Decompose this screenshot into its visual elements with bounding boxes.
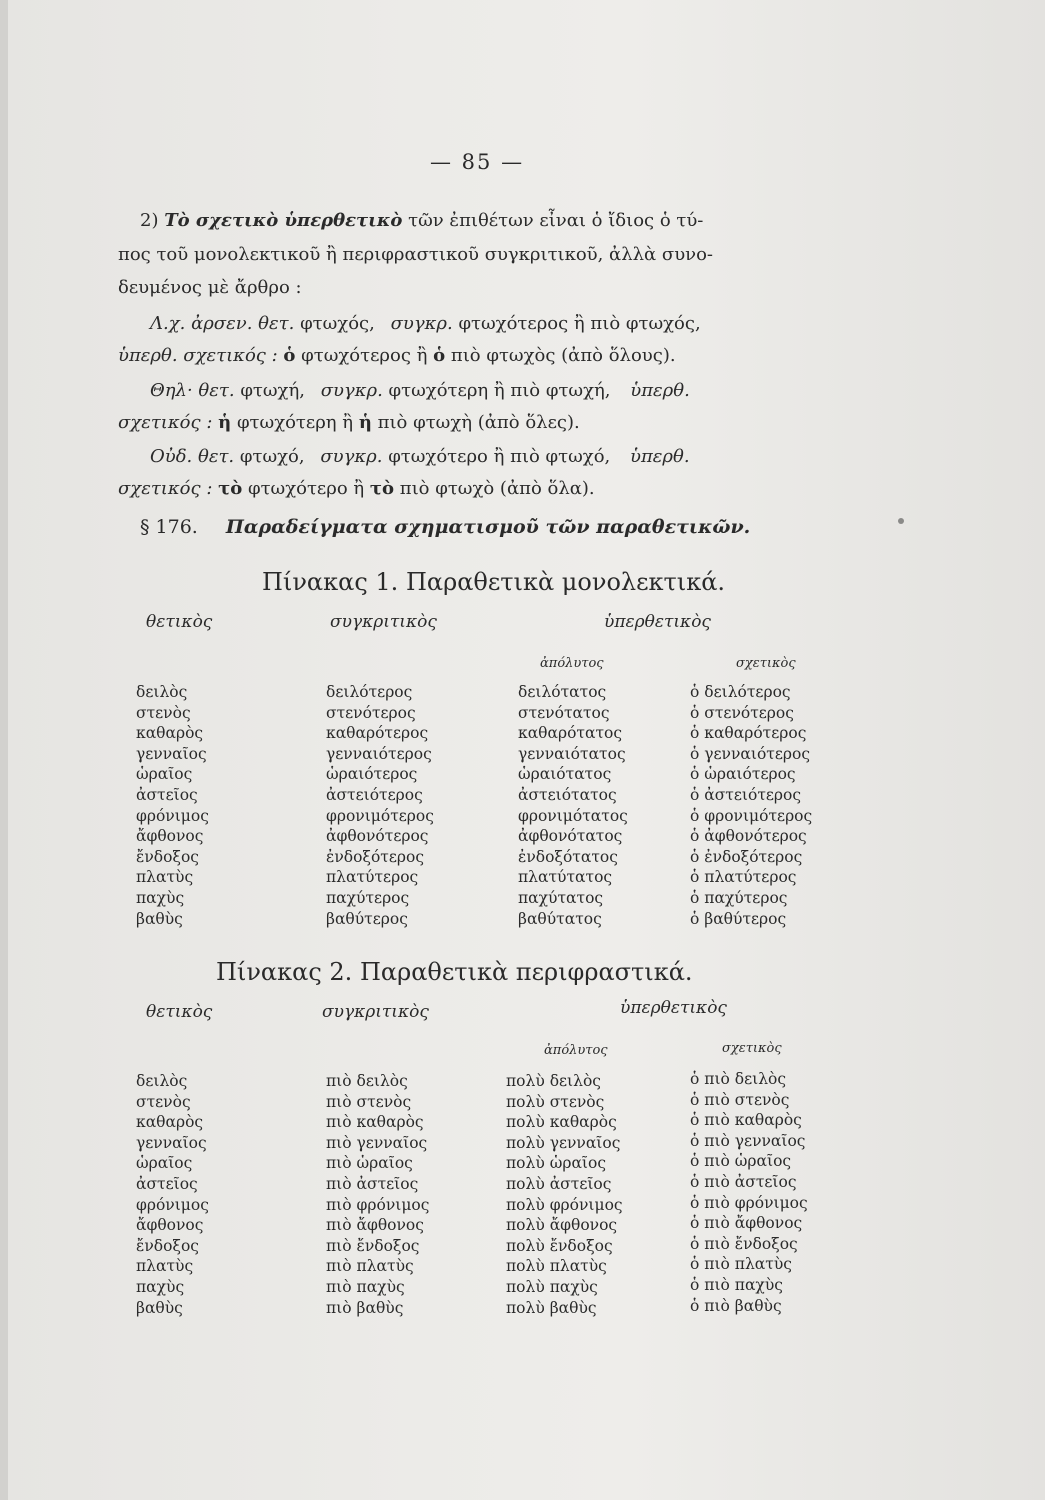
table1-cell: βαθὺς (136, 909, 183, 928)
table2-cell: βαθὺς (136, 1298, 183, 1317)
table1-cell: ἀφθονότερος (326, 827, 429, 846)
example-label: συγκρ. (390, 313, 453, 334)
table2-col-synkritikos (326, 1071, 429, 1318)
table2-cell: πιὸ στενὸς (326, 1092, 412, 1111)
table2-cell: ἔνδοξος (136, 1236, 199, 1255)
example-label: συγκρ. (320, 446, 383, 467)
example-line-2 (118, 345, 676, 366)
table1-cell: γενναῖος (136, 744, 207, 763)
table1-cell: ὁ βαθύτερος (690, 909, 787, 928)
table1-header-thetikos: θετικὸς (146, 612, 213, 632)
example-word: φτωχότερο ἢ (247, 478, 365, 499)
table2-cell: πιὸ πλατὺς (326, 1257, 414, 1276)
table1-cell: καθαρότερος (326, 724, 429, 743)
example-label: ὑπερθ. (630, 446, 690, 467)
page-edge (0, 0, 8, 1500)
table2-cell: δειλὸς (136, 1072, 188, 1090)
table2-cell: πολὺ ὡραῖος (506, 1154, 607, 1173)
table1-col-thetikos (136, 682, 209, 929)
example-word: πιὸ φτωχὴ (ἀπὸ ὅλες). (377, 412, 580, 433)
table2-cell: πολὺ φρόνιμος (506, 1195, 623, 1214)
table1-cell: φρονιμότατος (518, 806, 628, 825)
para-line-1-rest: τῶν ἐπιθέτων εἶναι ὁ ἴδιος ὁ τύ- (408, 210, 704, 231)
table1-cell: ὁ στενότερος (690, 703, 794, 722)
table2-col-thetikos (136, 1071, 209, 1318)
article: ὁ (283, 345, 296, 366)
table1-cell: ὁ φρονιμότερος (690, 806, 813, 825)
example-line-6 (118, 478, 595, 499)
table2-cell: ὁ πιὸ δειλὸς (690, 1070, 787, 1088)
table1-cell: ὡραῖος (136, 765, 193, 784)
article: ἡ (358, 412, 372, 433)
table2-cell: στενὸς (136, 1092, 191, 1111)
table1-cell: φρονιμότερος (326, 806, 434, 825)
table1-cell: καθαρὸς (136, 724, 204, 743)
ink-dot (898, 518, 904, 524)
article: τὸ (369, 478, 395, 499)
table2-cell: ὁ πιὸ παχὺς (690, 1275, 783, 1294)
example-label: ὑπερθ. (630, 380, 690, 401)
section-title: Παραδείγματα σχηματισμοῦ τῶν παραθετικῶν. (225, 516, 751, 538)
table1-header-apolytos: ἀπόλυτος (540, 656, 604, 671)
table1-cell: πλατὺς (136, 868, 194, 887)
table2-cell: πολὺ βαθὺς (506, 1298, 597, 1317)
table2-cell: πολὺ ἔνδοξος (506, 1236, 613, 1255)
table2-cell: πλατὺς (136, 1257, 194, 1276)
table1-cell: παχύτατος (518, 888, 604, 907)
table2-cell: πιὸ ἀστεῖος (326, 1174, 419, 1193)
table2-header-yperthetikos: ὑπερθετικὸς (620, 998, 727, 1018)
table1-cell: πλατύτερος (326, 868, 419, 887)
table2-header-schetikos: σχετικὸς (722, 1041, 782, 1056)
table2-cell: πιὸ γενναῖος (326, 1133, 428, 1152)
table1-header-schetikos: σχετικὸς (736, 656, 796, 671)
table1-cell: παχὺς (136, 888, 185, 907)
example-label: σχετικός : (118, 478, 213, 499)
example-line-4 (118, 412, 580, 433)
table2-cell: πιὸ ὡραῖος (326, 1154, 413, 1173)
table2-cell: πολὺ καθαρὸς (506, 1113, 617, 1132)
table1-cell: ὁ γενναιότερος (690, 744, 811, 763)
table1-cell: ἀστειότερος (326, 785, 423, 804)
table1-cell: ἀστεῖος (136, 785, 198, 804)
example-label: Οὐδ. θετ. (150, 446, 235, 467)
section-heading (140, 516, 750, 538)
table1-cell: καθαρότατος (518, 724, 623, 743)
para-line-3: δευμένος μὲ ἄρθρο : (118, 277, 302, 298)
table1-cell: στενότερος (326, 703, 416, 722)
table1-title: Πίνακας 1. Παραθετικὰ μονολεκτικά. (262, 568, 726, 596)
example-label: συγκρ. (320, 380, 383, 401)
table1-cell: ὡραιότερος (326, 765, 418, 784)
table1-col-schetikos (690, 682, 812, 929)
table2-cell: ὁ πιὸ πλατὺς (690, 1255, 792, 1274)
table2-cell: ὁ πιὸ ἄφθονος (690, 1214, 803, 1233)
table1-cell: δειλὸς (136, 683, 188, 701)
example-line-5 (150, 446, 690, 467)
table2-cell: πολὺ ἄφθονος (506, 1216, 618, 1235)
example-word: φτωχότερος ἢ πιὸ φτωχός, (458, 313, 701, 334)
table2-header-apolytos: ἀπόλυτος (544, 1043, 608, 1058)
example-word: πιὸ φτωχὸς (ἀπὸ ὅλους). (450, 345, 676, 366)
table2-cell: ἀστεῖος (136, 1174, 198, 1193)
table1-cell: ἐνδοξότερος (326, 847, 425, 866)
example-label: ὑπερθ. σχετικός : (118, 345, 278, 366)
table2-header-synkritikos: συγκριτικὸς (322, 1002, 429, 1022)
example-line-1 (150, 313, 701, 334)
example-word: φτωχότερο ἢ πιὸ φτωχό, (388, 446, 611, 467)
table1-cell: φρόνιμος (136, 806, 209, 825)
para-line-2: πος τοῦ μονολεκτικοῦ ἢ περιφραστικοῦ συγκριτικοῦ, ἀλλὰ συνο- (118, 244, 713, 265)
table1-cell: στενὸς (136, 703, 191, 722)
table2-cell: γενναῖος (136, 1133, 207, 1152)
table1-cell: γενναιότερος (326, 744, 432, 763)
table2-cell: πιὸ καθαρὸς (326, 1113, 424, 1132)
article: ὁ (433, 345, 446, 366)
example-label: σχετικός : (118, 412, 213, 433)
para-number: 2) (140, 210, 159, 231)
table2-cell: πολὺ πλατὺς (506, 1257, 607, 1276)
example-label: Λ.χ. ἀρσεν. θετ. (150, 313, 295, 334)
table2-cell: ὁ πιὸ φρόνιμος (690, 1193, 808, 1212)
table1-col-synkritikos (326, 682, 434, 929)
table2-col-schetikos (690, 1069, 808, 1316)
table2-cell: παχὺς (136, 1277, 185, 1296)
table1-cell: δειλότερος (326, 683, 413, 701)
table2-cell: πολὺ παχὺς (506, 1277, 598, 1296)
table2-cell: πιὸ δειλὸς (326, 1072, 408, 1090)
example-word: φτωχό, (239, 446, 305, 467)
table1-cell: ἀφθονότατος (518, 827, 623, 846)
table1-cell: παχύτερος (326, 888, 410, 907)
table1-cell: ὁ ἀφθονότερος (690, 827, 807, 846)
table1-cell: ἐνδοξότατος (518, 847, 618, 866)
section-number: § 176. (140, 516, 198, 538)
table1-cell: βαθύτερος (326, 909, 408, 928)
example-word: φτωχή, (240, 380, 305, 401)
table1-header-synkritikos: συγκριτικὸς (330, 612, 437, 632)
table2-cell: ὁ πιὸ στενὸς (690, 1090, 790, 1109)
table2-cell: πολὺ ἀστεῖος (506, 1174, 612, 1193)
table1-cell: στενότατος (518, 703, 610, 722)
table1-cell: γενναιότατος (518, 744, 626, 763)
table1-cell: ὁ παχύτερος (690, 888, 788, 907)
table2-cell: ὁ πιὸ ὡραῖος (690, 1152, 792, 1171)
table2-cell: πιὸ φρόνιμος (326, 1195, 430, 1214)
table1-cell: βαθύτατος (518, 909, 602, 928)
table1-cell: πλατύτατος (518, 868, 613, 887)
article: τὸ (218, 478, 243, 499)
table2-cell: ὡραῖος (136, 1154, 193, 1173)
table2-cell: πιὸ ἄφθονος (326, 1216, 424, 1235)
table2-cell: φρόνιμος (136, 1195, 209, 1214)
table2-cell: πολὺ δειλὸς (506, 1072, 601, 1090)
table1-cell: ὁ ἀστειότερος (690, 785, 802, 804)
article: ἡ (218, 412, 232, 433)
table2-title: Πίνακας 2. Παραθετικὰ περιφραστικά. (216, 958, 693, 986)
page-number: — 85 — (430, 150, 525, 174)
example-line-3 (150, 380, 690, 401)
table2-cell: ὁ πιὸ ἔνδοξος (690, 1234, 798, 1253)
para-heading: Τὸ σχετικὸ ὑπερθετικὸ (164, 210, 403, 231)
table2-cell: ὁ πιὸ βαθὺς (690, 1296, 782, 1315)
table1-cell: ὁ ὡραιότερος (690, 765, 796, 784)
example-word: φτωχότερος ἢ (301, 345, 428, 366)
table1-cell: ἀστειότατος (518, 785, 617, 804)
table2-cell: πιὸ ἔνδοξος (326, 1236, 420, 1255)
para-line-1 (140, 210, 703, 231)
table2-cell: ἄφθονος (136, 1216, 204, 1235)
table1-cell: δειλότατος (518, 683, 607, 701)
example-label: Θηλ· θετ. (150, 380, 235, 401)
table1-cell: ὁ δειλότερος (690, 683, 791, 701)
table1-cell: ὡραιότατος (518, 765, 612, 784)
table2-cell: ὁ πιὸ γενναῖος (690, 1131, 806, 1150)
table1-cell: ὁ καθαρότερος (690, 724, 807, 743)
table2-cell: ὁ πιὸ καθαρὸς (690, 1111, 802, 1130)
example-word: φτωχότερη ἢ (236, 412, 354, 433)
table1-cell: ὁ πλατύτερος (690, 868, 797, 887)
table2-cell: καθαρὸς (136, 1113, 204, 1132)
table2-cell: ὁ πιὸ ἀστεῖος (690, 1172, 797, 1191)
table2-col-apolytos (506, 1071, 623, 1318)
table1-cell: ὁ ἐνδοξότερος (690, 847, 803, 866)
example-word: πιὸ φτωχὸ (ἀπὸ ὅλα). (399, 478, 595, 499)
example-word: φτωχός, (300, 313, 375, 334)
table1-cell: ἄφθονος (136, 827, 204, 846)
table2-cell: πιὸ βαθὺς (326, 1298, 404, 1317)
table1-col-apolytos (518, 682, 628, 929)
table2-header-thetikos: θετικὸς (146, 1002, 213, 1022)
table2-cell: πιὸ παχὺς (326, 1277, 405, 1296)
table1-cell: ἔνδοξος (136, 847, 199, 866)
table2-cell: πολὺ γενναῖος (506, 1133, 621, 1152)
example-word: φτωχότερη ἢ πιὸ φτωχή, (388, 380, 611, 401)
table1-header-yperthetikos: ὑπερθετικὸς (604, 612, 711, 632)
table2-cell: πολὺ στενὸς (506, 1092, 605, 1111)
